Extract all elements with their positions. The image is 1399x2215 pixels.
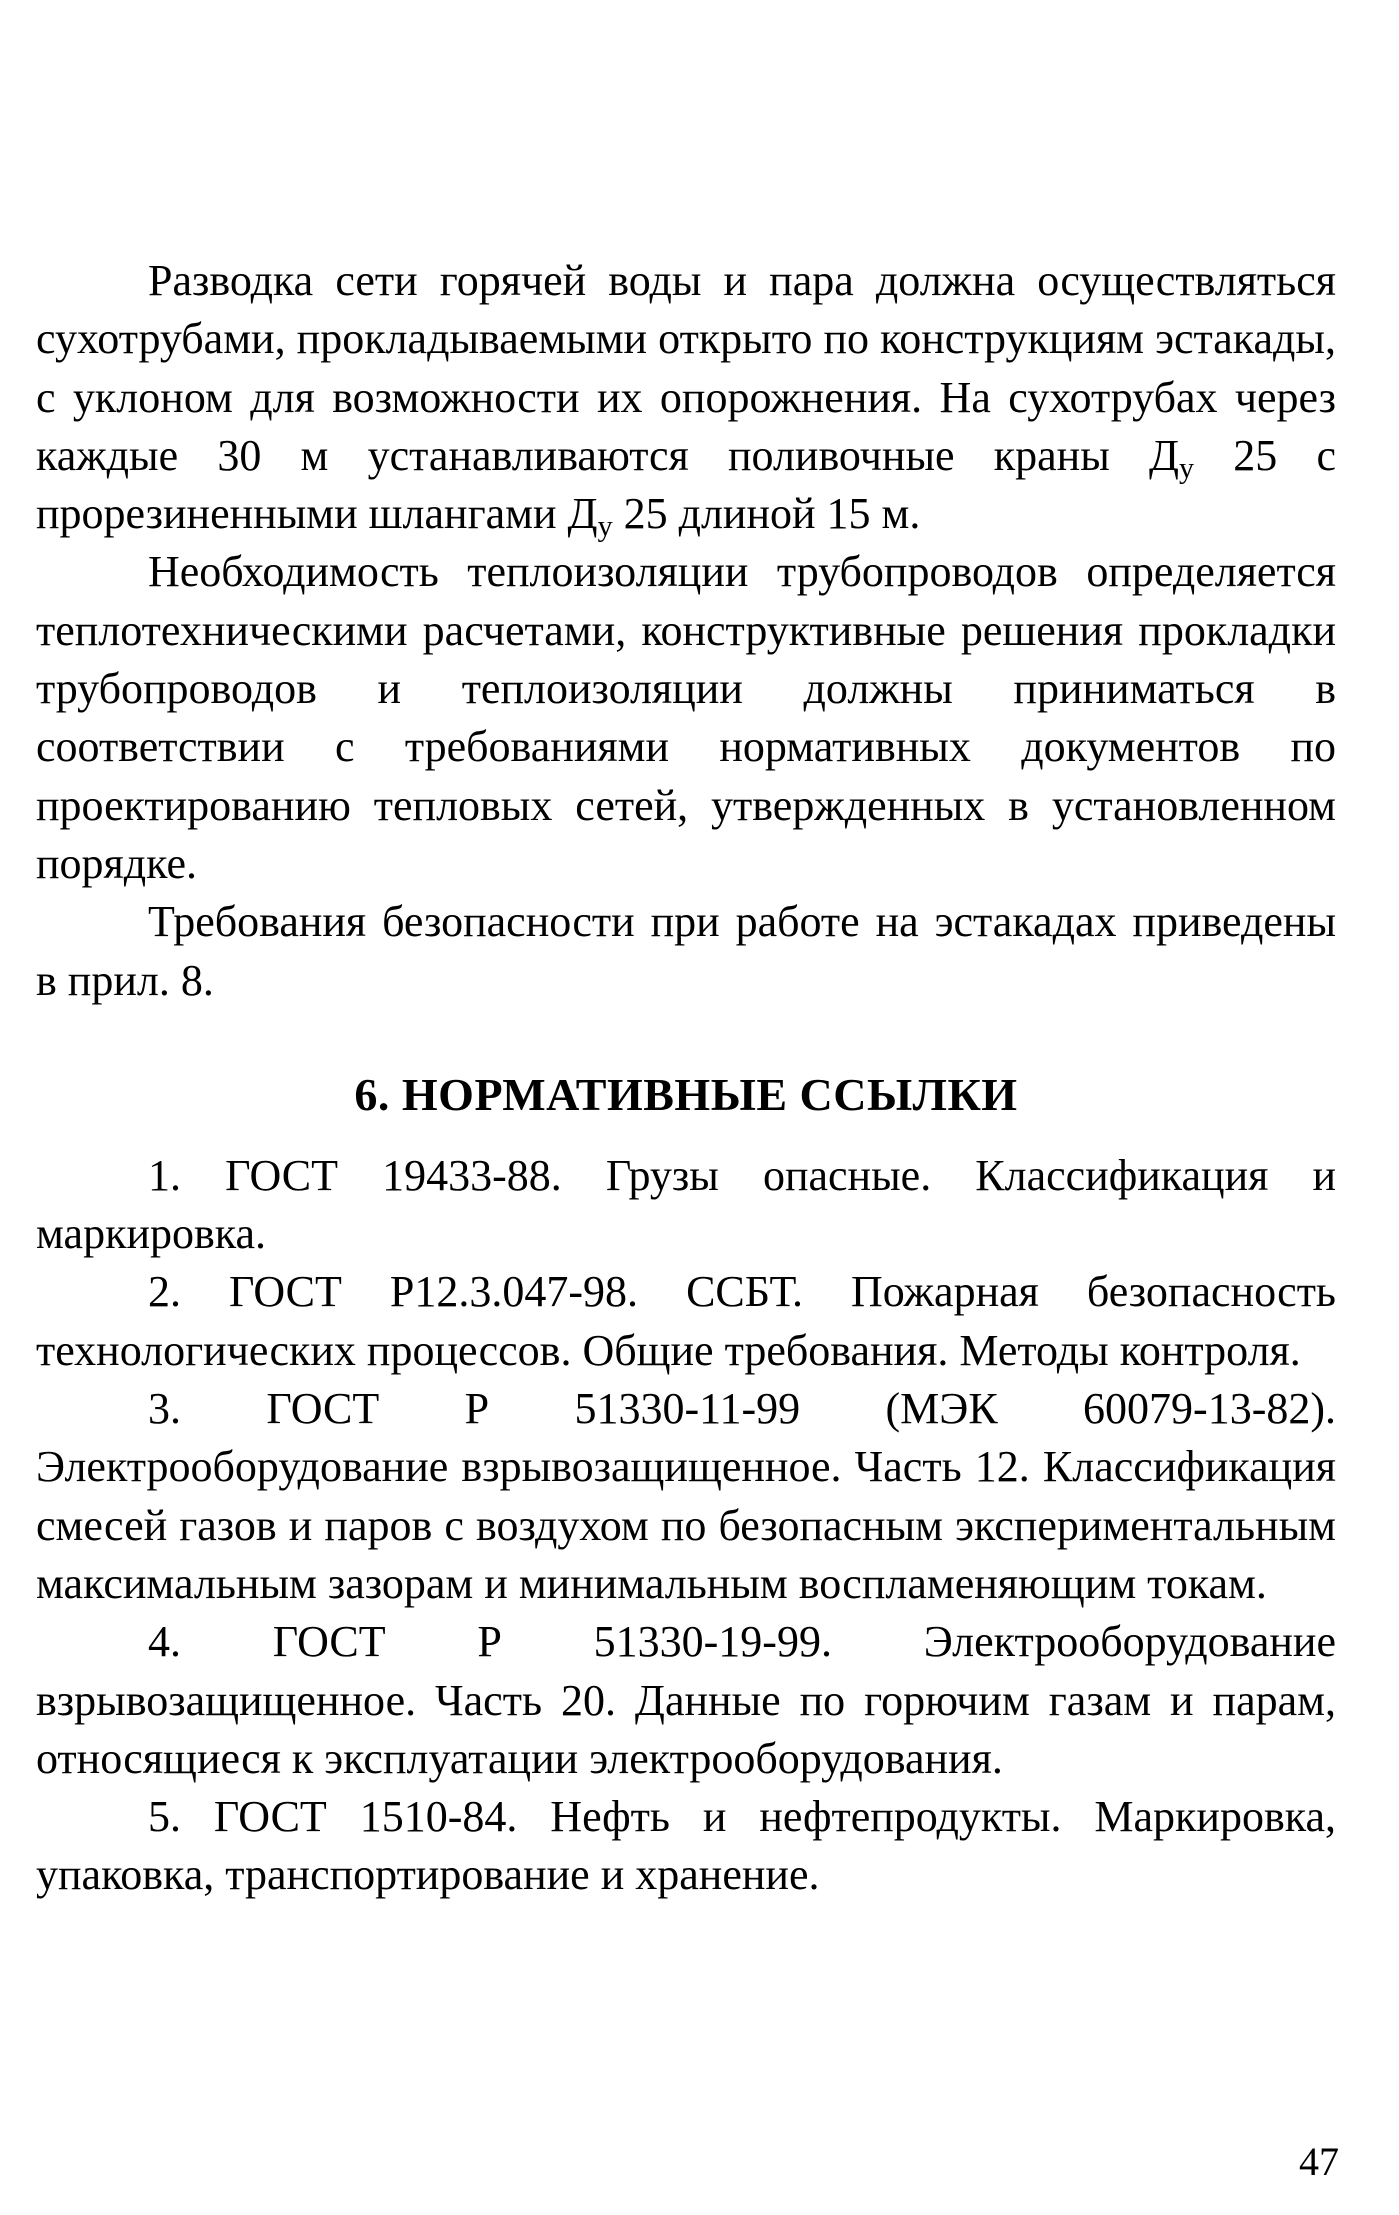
page-number: 47: [1299, 2139, 1339, 2184]
reference-item: 5. ГОСТ 1510-84. Нефть и нефтепродукты. Маркировка, упаковка, транспортирование и хранение.: [36, 1792, 1336, 1900]
reference-item: 2. ГОСТ Р12.3.047-98. ССБТ. Пожарная безопасность технологических процессов. Общие требования. Методы контроля.: [36, 1267, 1336, 1375]
reference-item: 4. ГОСТ Р 51330-19-99. Электрооборудование взрывозащищенное. Часть 20. Данные по горючим газам и парам, относящиеся к эксплуатации электрооборудования.: [36, 1617, 1336, 1783]
paragraph-thermal-insulation: Необходимость теплоизоляции трубопроводов определяется теплотехническими расчетами, конструктивные решения прокладки трубопроводов и теплоизоляции должны приниматься в соответствии с требованиями нормативных документов по проектированию тепловых сетей, утвержденных в установленном порядке.: [36, 547, 1336, 888]
reference-item: 3. ГОСТ Р 51330-11-99 (МЭК 60079-13-82). Электрооборудование взрывозащищенное. Часть 12. Классификация смесей газов и паров с воздухом по безопасным экспериментальным максимальным зазорам и минимальным воспламеняющим токам.: [36, 1384, 1336, 1608]
paragraph-text-part: Разводка сети горячей воды и пара должна осуществляться сухотрубами, прокладываемыми открыто по конструкциям эстакады, с уклоном для возможности их опорожнения. На сухотрубах через каждые 30 м устанавливаются поливочные краны Д: [36, 256, 1336, 480]
section-heading: 6. НОРМАТИВНЫЕ ССЫЛКИ: [354, 1068, 1018, 1120]
paragraph-text-part: 25 с прорезиненными шлангами Д: [36, 430, 1336, 539]
paragraph-hot-water-piping: [36, 252, 1336, 543]
paragraph-text-part: 25 длиной 15 м.: [612, 489, 921, 539]
reference-item: 1. ГОСТ 19433-88. Грузы опасные. Классификация и маркировка.: [36, 1150, 1336, 1259]
subscript: у: [1179, 451, 1195, 485]
page-content: [36, 252, 1336, 1905]
subscript: у: [597, 509, 613, 543]
paragraph-safety-requirements: Требования безопасности при работе на эстакадах приведены в прил. 8.: [36, 897, 1336, 1005]
